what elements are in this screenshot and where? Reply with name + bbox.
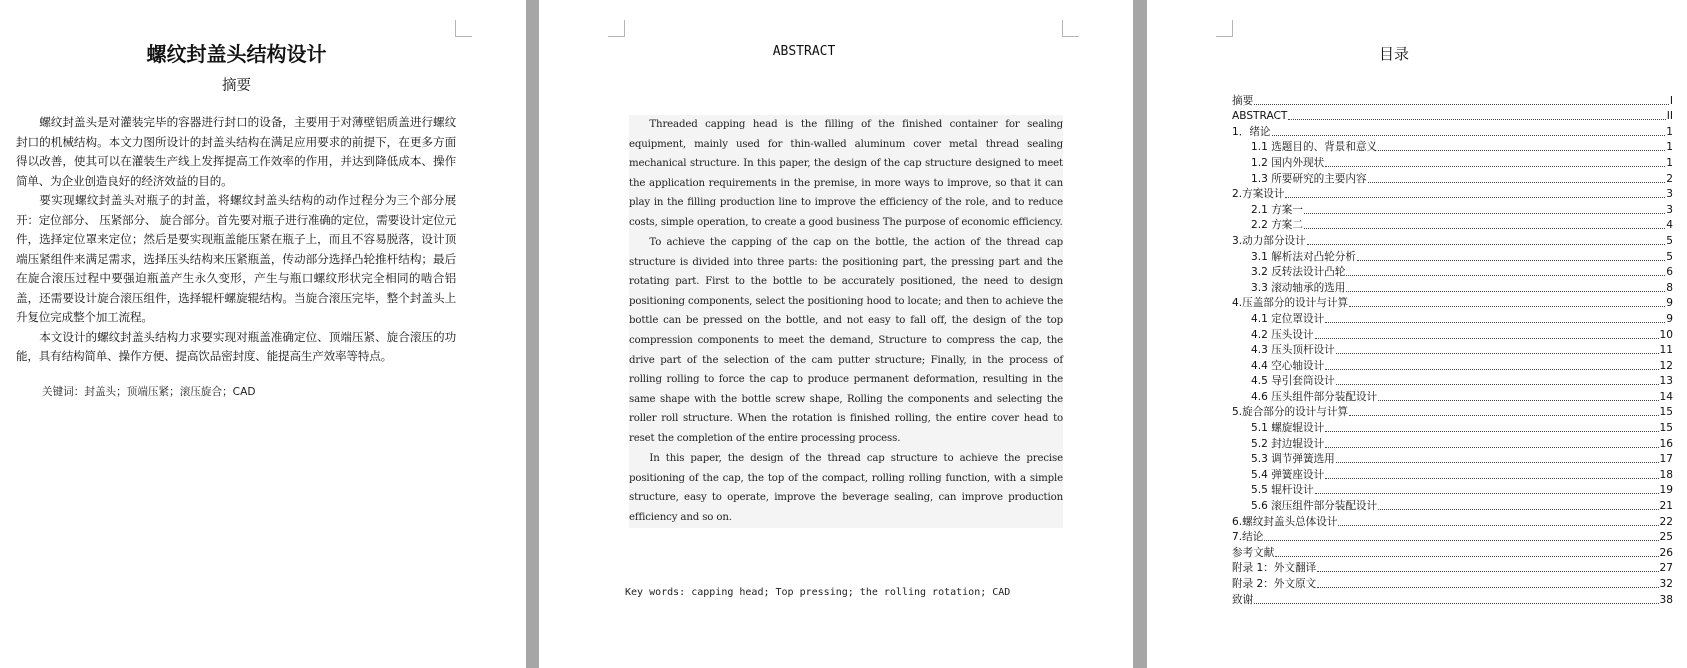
toc-entry-page: 9 [1666, 312, 1673, 325]
toc-entry[interactable] [1232, 357, 1673, 373]
toc-entry[interactable] [1232, 451, 1673, 467]
toc-entry-page: 10 [1659, 328, 1673, 341]
toc-entry-label: 4.3 压头顶杆设计 [1251, 344, 1335, 357]
toc-entry-page: 26 [1659, 546, 1673, 559]
toc-entry[interactable] [1232, 186, 1673, 202]
toc-entry-label: 4.4 空心轴设计 [1251, 359, 1325, 372]
toc-leader-dots [1338, 525, 1658, 526]
toc-entry-label: 6.螺纹封盖头总体设计 [1232, 515, 1338, 528]
toc-entry-label: 5.6 滚压组件部分装配设计 [1251, 500, 1378, 513]
corner-mark [1062, 20, 1079, 37]
toc-leader-dots [1336, 384, 1659, 385]
toc-leader-dots [1264, 540, 1658, 541]
toc-entry-page: 18 [1659, 468, 1673, 481]
toc-entry-label: 附录 1：外文翻译 [1232, 562, 1317, 575]
toc-leader-dots [1307, 244, 1666, 245]
toc-entry[interactable] [1232, 560, 1673, 576]
toc-leader-dots [1325, 447, 1658, 448]
toc-entry[interactable] [1232, 326, 1673, 342]
toc-entry-label: 3.动力部分设计 [1232, 234, 1306, 247]
toc-leader-dots [1349, 415, 1658, 416]
toc-entry-page: 16 [1659, 437, 1673, 450]
toc-entry[interactable] [1232, 591, 1673, 607]
toc-entry-label: 1.3 所要研究的主要内容 [1251, 172, 1367, 185]
toc-leader-dots [1315, 493, 1659, 494]
abstract-paragraph: Threaded capping head is the filling of the finished container for sealing equipment, mainly used for thin-walled aluminum cover metal thread sealing mechanical structure. In this paper, the design of the cap structure designed to meet the application requirements in the premise, in more ways to improve, so that it can play in the filling production line to improve the efficiency of the role, and to reduce costs, simple operation, to create a good business The purpose of economic efficiency. [629, 119, 1063, 228]
abstract-body [16, 113, 456, 367]
toc-leader-dots [1357, 260, 1665, 261]
toc-entry-page: 5 [1666, 250, 1673, 263]
toc-entry-page: 22 [1659, 515, 1673, 528]
toc-leader-dots [1275, 556, 1658, 557]
toc-leader-dots [1325, 431, 1658, 432]
toc-leader-dots [1325, 478, 1658, 479]
toc-entry-label: 4.1 定位罩设计 [1251, 312, 1325, 325]
toc-leader-dots [1325, 166, 1665, 167]
toc-entry-page: 5 [1666, 234, 1673, 247]
toc-entry[interactable] [1232, 232, 1673, 248]
toc-entry-page: 3 [1666, 203, 1673, 216]
toc-entry[interactable] [1232, 264, 1673, 280]
toc-leader-dots [1346, 275, 1665, 276]
toc-entry-page: 25 [1659, 531, 1673, 544]
toc-entry-label: 摘要 [1232, 94, 1254, 107]
toc-entry-page: 1 [1666, 156, 1673, 169]
toc-entry[interactable] [1232, 529, 1673, 545]
toc-entry-label: 2.1 方案一 [1251, 203, 1303, 216]
keywords: Key words: capping head; Top pressing; the rolling rotation; CAD [625, 587, 1011, 598]
toc-entry[interactable] [1232, 513, 1673, 529]
toc-entry[interactable] [1232, 466, 1673, 482]
toc-entry[interactable] [1232, 373, 1673, 389]
toc-entry-label: 5.1 螺旋辊设计 [1251, 422, 1325, 435]
toc-entry[interactable] [1232, 139, 1673, 155]
toc-leader-dots [1254, 104, 1669, 105]
toc-entry-label: 参考文献 [1232, 546, 1275, 559]
toc-entry-page: 4 [1666, 219, 1673, 232]
toc-entry[interactable] [1232, 342, 1673, 358]
toc-entry[interactable] [1232, 248, 1673, 264]
toc-entry[interactable] [1232, 108, 1673, 124]
abstract-paragraph: 本文设计的螺纹封盖头结构力求要实现对瓶盖准确定位、顶端压紧、旋合滚压的功能，具有结构简单、操作方便、提高饮品密封度、能提高生产效率等特点。 [16, 329, 456, 363]
toc-entry-label: 5.旋合部分的设计与计算 [1232, 406, 1349, 419]
abstract-paragraph: To achieve the capping of the cap on the bottle, the action of the thread cap structure is divided into three parts: the positioning part, the pressing part and the rotating part. First to the bottle to be accurately positioned, the need to design positioning components, select the positioning hood to locate; and then to achieve the bottle can be pressed on the bottle, and not easy to fall off, the design of the top compression components to meet the demand, Structure to compress the cap, the drive part of the selection of the cam putter structure; Finally, in the process of rolling rolling to force the cap to produce permanent deformation, resulting in the same shape with the bottle screw shape, Rolling the components and selecting the roller roll structure. When the rotation is finished rolling, the entire cover head to reset the completion of the entire processing process. [629, 237, 1063, 444]
toc-entry-label: 3.1 解析法对凸轮分析 [1251, 250, 1356, 263]
toc-leader-dots [1317, 587, 1658, 588]
toc-leader-dots [1336, 353, 1659, 354]
toc-entry-page: 2 [1666, 172, 1673, 185]
toc-entry-page: 9 [1666, 297, 1673, 310]
toc-entry-page: 32 [1659, 578, 1673, 590]
toc-entry-page: II [1666, 110, 1673, 123]
toc-entry-label: 5.2 封边辊设计 [1251, 437, 1325, 450]
page-abstract-english [539, 0, 1133, 668]
toc-entry[interactable] [1232, 295, 1673, 311]
toc-entry[interactable] [1232, 419, 1673, 435]
corner-mark [608, 20, 625, 37]
abstract-paragraph: 螺纹封盖头是对灌装完毕的容器进行封口的设备，主要用于对薄壁铝质盖进行螺纹封口的机械结构。本文力图所设计的封盖头结构在满足应用要求的前提下，在更多方面得以改善，使其可以在灌装生产线上发挥提高工作效率的作用，并达到降低成本、操作简单、为企业创造良好的经济效益的目的。 [16, 115, 456, 188]
toc-leader-dots [1325, 369, 1658, 370]
toc-entry[interactable] [1232, 388, 1673, 404]
toc-entry-label: 1．绪论 [1232, 125, 1271, 138]
toc-entry[interactable] [1232, 217, 1673, 233]
toc-entry[interactable] [1232, 92, 1673, 108]
toc-entry[interactable] [1232, 575, 1673, 591]
toc-entry[interactable] [1232, 435, 1673, 451]
toc-entry-page: 15 [1659, 422, 1673, 435]
toc-entry-page: 3 [1666, 188, 1673, 201]
toc-leader-dots [1378, 150, 1665, 151]
toc-entry-label: 1.2 国内外现状 [1251, 156, 1325, 169]
toc-entry-page: 14 [1659, 390, 1673, 403]
toc-entry-page: 6 [1666, 266, 1673, 279]
toc-leader-dots [1304, 228, 1665, 229]
toc-entry-label: 4.5 导引套筒设计 [1251, 375, 1335, 388]
toc-entry-page: 38 [1659, 593, 1673, 606]
toc-entry[interactable] [1232, 170, 1673, 186]
toc-leader-dots [1336, 462, 1659, 463]
toc-entry-label: 3.2 反转法设计凸轮 [1251, 266, 1346, 279]
toc-leader-dots [1378, 509, 1658, 510]
toc-entry-page: 12 [1659, 359, 1673, 372]
toc-entry-label: 4.压盖部分的设计与计算 [1232, 297, 1349, 310]
toc-entry[interactable] [1232, 404, 1673, 420]
page-table-of-contents [1147, 0, 1687, 668]
toc-leader-dots [1288, 119, 1665, 120]
toc-entry-label: 3.3 滚动轴承的选用 [1251, 281, 1346, 294]
corner-mark [455, 20, 472, 37]
toc-entry-page: 1 [1666, 125, 1673, 138]
toc-entry-label: 1.1 选题目的、背景和意义 [1251, 141, 1378, 154]
toc-entry[interactable] [1232, 154, 1673, 170]
toc-entry-label: ABSTRACT [1232, 110, 1288, 123]
toc-leader-dots [1378, 400, 1658, 401]
toc-entry-page: 15 [1659, 406, 1673, 419]
toc-leader-dots [1315, 338, 1659, 339]
toc-entry[interactable] [1232, 123, 1673, 139]
toc-entry-label: 致谢 [1232, 593, 1254, 606]
thesis-title: 螺纹封盖头结构设计 [146, 42, 327, 66]
toc-leader-dots [1325, 322, 1665, 323]
toc-list [1232, 92, 1673, 607]
toc-entry-label: 2.方案设计 [1232, 188, 1285, 201]
toc-entry-page: 27 [1659, 562, 1673, 575]
toc-leader-dots [1304, 213, 1665, 214]
abstract-paragraph: In this paper, the design of the thread cap structure to achieve the precise positioning of the cap, the top of the compact, rolling rolling function, with a simple structure, easy to operate, improve the beverage sealing, can improve production efficiency and so on. [629, 453, 1063, 523]
abstract-body [629, 115, 1063, 528]
toc-entry[interactable] [1232, 279, 1673, 295]
toc-leader-dots [1346, 291, 1665, 292]
toc-entry-label: 4.2 压头设计 [1251, 328, 1314, 341]
toc-entry-label: 5.5 辊杆设计 [1251, 484, 1314, 497]
toc-entry-label: 2.2 方案二 [1251, 219, 1303, 232]
toc-entry-page: 21 [1659, 500, 1673, 513]
toc-entry-page: 19 [1659, 484, 1673, 497]
toc-leader-dots [1272, 135, 1666, 136]
corner-mark [1216, 20, 1233, 37]
toc-entry-page: 1 [1666, 141, 1673, 154]
toc-entry-page: 8 [1666, 281, 1673, 294]
abstract-paragraph: 要实现螺纹封盖头对瓶子的封盖，将螺纹封盖头结构的动作过程分为三个部分展开：定位部分、 压紧部分、 旋合部分。首先要对瓶子进行准确的定位，需要设计定位元件，选择定位罩来定位；然后是要实现瓶盖能压紧在瓶子上，而且不容易脱落，设计顶端压紧组件来满足需求，选择压头结构来压紧瓶盖，传动部分选择凸轮推杆结构；最后在旋合滚压过程中要强迫瓶盖产生永久变形，产生与瓶口螺纹形状完全相同的啮合铝盖，还需要设计旋合滚压组件，选择辊杆螺旋辊结构。当旋合滚压完毕，整个封盖头上升复位完成整个加工流程。 [16, 193, 456, 324]
toc-entry[interactable] [1232, 544, 1673, 560]
keywords: 关键词：封盖头；顶端压紧；滚压旋合；CAD [42, 386, 256, 398]
toc-entry-page: 13 [1659, 375, 1673, 388]
toc-leader-dots [1349, 306, 1665, 307]
toc-entry-label: 5.3 调节弹簧选用 [1251, 453, 1335, 466]
toc-heading: 目录 [1378, 45, 1409, 63]
toc-entry-page: 17 [1659, 453, 1673, 466]
toc-entry-label: 附录 2：外文原文 [1232, 578, 1317, 590]
toc-leader-dots [1368, 182, 1666, 183]
page-abstract-chinese [0, 0, 526, 668]
toc-entry[interactable] [1232, 497, 1673, 513]
toc-entry[interactable] [1232, 482, 1673, 498]
abstract-heading: 摘要 [222, 78, 251, 94]
toc-entry-label: 7.结论 [1232, 531, 1264, 544]
toc-entry[interactable] [1232, 201, 1673, 217]
toc-entry[interactable] [1232, 310, 1673, 326]
abstract-heading: ABSTRACT [772, 44, 836, 59]
toc-leader-dots [1285, 197, 1665, 198]
toc-entry-label: 4.6 压头组件部分装配设计 [1251, 390, 1378, 403]
toc-leader-dots [1254, 603, 1658, 604]
toc-entry-label: 5.4 弹簧座设计 [1251, 468, 1325, 481]
toc-entry-page: I [1669, 94, 1673, 107]
toc-leader-dots [1317, 571, 1658, 572]
toc-entry-page: 11 [1659, 344, 1673, 357]
